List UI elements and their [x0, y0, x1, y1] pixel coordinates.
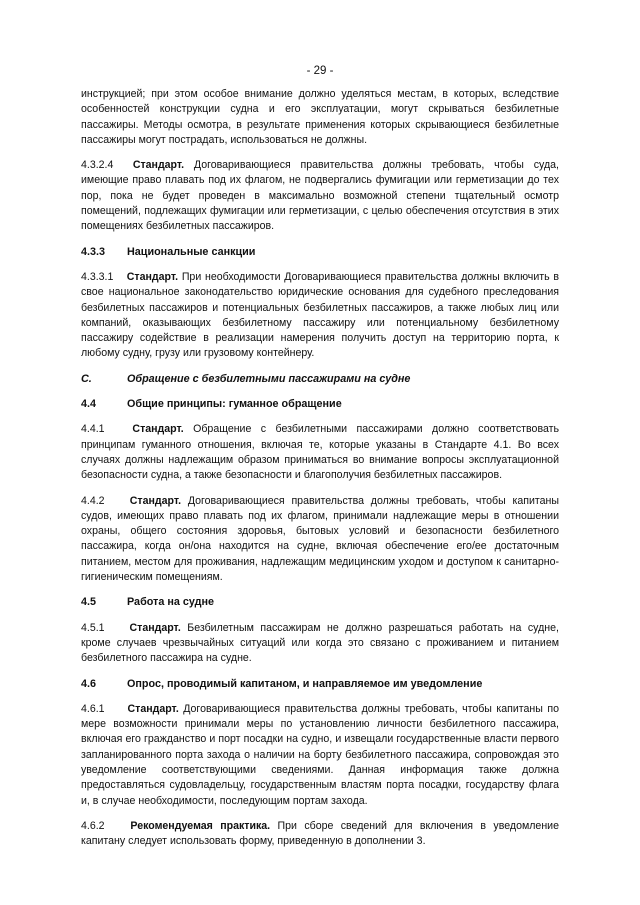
section-title: Общие принципы: гуманное обращение	[127, 398, 342, 411]
paragraph-text: Договаривающиеся правительства должны требовать, чтобы суда, имеющие право плавать под их флагом, не подвергались фумигации или герметизации до тех пор, пока не будет проведен в максимально возможной степени тщательный осмотр помещений, подлежащих фумигации или герметизации, с целью обеспечения отсутствия в этих помещениях безбилетных пассажиров.	[81, 159, 559, 233]
section-title: Работа на судне	[127, 596, 214, 609]
part-heading-c	[81, 372, 559, 387]
paragraph-4-5-1	[81, 621, 559, 667]
paragraph-lead: Стандарт.	[129, 621, 181, 634]
paragraph-lead: Рекомендуемая практика.	[130, 819, 271, 832]
intro-paragraph	[81, 87, 559, 148]
part-letter: C.	[81, 372, 92, 385]
paragraph-text: Договаривающиеся правительства должны требовать, чтобы капитаны по мере возможности принимали меры по установлению личности безбилетного пассажира, включая его гражданство и порт посадки на судно, и извещали государственные власти первого запланированного порта захода о наличии на борту безбилетного пассажира, сопровождая это уведомление соответствующими сведениями. Данная информация также должна предоставляться судовладельцу, государственным властям порта посадки, государству флага и, в случае необходимости, последующим портам захода.	[81, 702, 559, 807]
paragraph-4-6-2	[81, 819, 559, 850]
page-number: - 29 -	[306, 65, 334, 77]
paragraph-text: Безбилетным пассажирам не должно разрешаться работать на судне, кроме случаев чрезвычайных ситуаций или когда это связано с проживанием и питанием безбилетного пассажира на судне.	[81, 621, 559, 665]
section-heading-4-5	[81, 595, 559, 610]
section-number: 4.5	[81, 596, 97, 609]
paragraph-number: 4.6.2	[81, 819, 105, 832]
paragraph-number: 4.4.1	[81, 423, 105, 436]
paragraph-lead: Стандарт.	[129, 494, 182, 507]
paragraph-lead: Стандарт.	[126, 270, 179, 283]
section-number: 4.4	[81, 398, 97, 411]
paragraph-4-6-1	[81, 702, 559, 809]
paragraph-number: 4.5.1	[81, 621, 105, 634]
section-heading-4-3-3	[81, 245, 559, 260]
paragraph-number: 4.3.3.1	[81, 270, 114, 283]
section-title: Национальные санкции	[127, 245, 256, 258]
paragraph-4-4-1	[81, 422, 559, 483]
paragraph-4-3-2-4	[81, 158, 559, 234]
paragraph-lead: Стандарт.	[132, 159, 185, 172]
section-heading-4-6	[81, 677, 559, 692]
section-title: Опрос, проводимый капитаном, и направляемое им уведомление	[127, 677, 483, 690]
paragraph-number: 4.4.2	[81, 494, 105, 507]
part-title: Обращение с безбилетными пассажирами на судне	[127, 372, 411, 385]
section-number: 4.3.3	[81, 245, 106, 258]
paragraph-text: инструкцией; при этом особое внимание должно уделяться местам, в которых, вследствие особенностей конструкции судна и его эксплуатации, могут скрываться безбилетные пассажиры. Методы осмотра, в результате применения которых скрывающиеся безбилетные пассажиры могут пострадать, использоваться не должны.	[81, 88, 559, 146]
paragraph-lead: Стандарт.	[132, 423, 184, 436]
section-number: 4.6	[81, 677, 97, 690]
paragraph-number: 4.3.2.4	[81, 159, 114, 172]
paragraph-text: Обращение с безбилетными пассажирами должно соответствовать принципам гуманного отношения, включая те, которые указаны в Стандарте 4.1. Во всех случаях должны надлежащим образом приниматься во внимание вопросы эксплуатационной безопасности судна, а также безопасности и благополучия безбилетных пассажиров.	[81, 423, 559, 482]
paragraph-number: 4.6.1	[81, 702, 105, 715]
paragraph-text: При сборе сведений для включения в уведомление капитану следует использовать форму, приведенную в дополнении 3.	[81, 819, 559, 848]
paragraph-lead: Стандарт.	[127, 702, 179, 715]
paragraph-4-4-2	[81, 494, 559, 586]
section-heading-4-4	[81, 397, 559, 412]
paragraph-text: Договаривающиеся правительства должны требовать, чтобы капитаны судов, имеющих право плавать под их флагом, принимали надлежащие меры в отношении охраны, общего состояния здоровья, бытовых условий и безопасности безбилетного пассажира, когда он/она находится на судне, включая обеспечение его/ее достаточным питанием, местом для проживания, надлежащим медицинским уходом и доступом к санитарно-гигиеническим помещениям.	[81, 494, 559, 584]
paragraph-text: При необходимости Договаривающиеся правительства должны включить в свое национальное законодательство юридические основания для судебного преследования безбилетных пассажиров и потенциальных безбилетных пассажиров, а также любых лиц или компаний, оказывающих безбилетному пассажиру или потенциальному безбилетному пассажиру содействие в реализации намерения получить доступ на территорию порта, к любому судну, грузу или грузовому контейнеру.	[81, 270, 559, 360]
paragraph-4-3-3-1	[81, 270, 559, 362]
page-content	[81, 87, 559, 859]
